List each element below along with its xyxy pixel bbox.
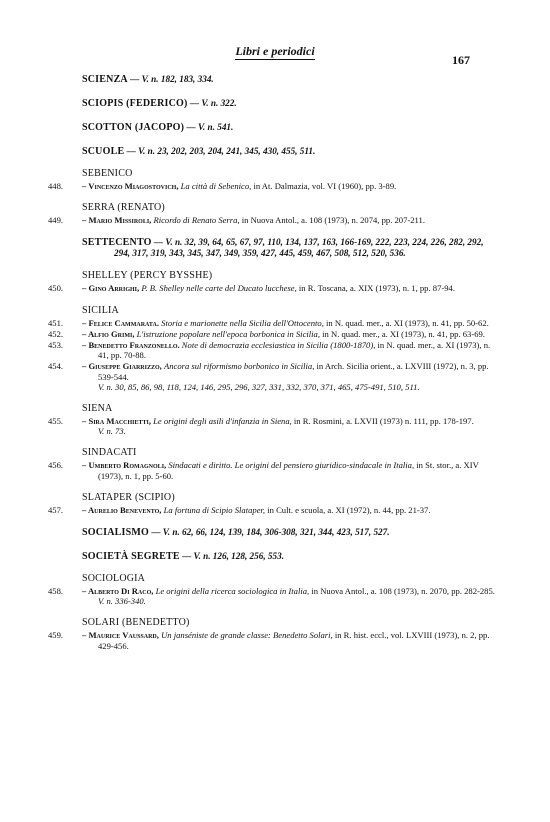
index-section xyxy=(48,447,500,481)
bibliographic-item: 459. – Maurice Vaussard, Un janséniste de grande classe: Benedetto Solari, in R. hist. eccl., vol. LXVIII (1973), n. 2, pp. 429-456. xyxy=(48,630,490,651)
page-number: 167 xyxy=(452,53,470,67)
index-entry: SCIOPIS (FEDERICO) — V. n. 322. xyxy=(82,98,237,109)
bibliographic-item: 453. – Benedetto Franzonello. Note di democrazia ecclesiastica in Sicilia (1800-1870), in N. quad. mer., a. XI (1973), n. 41, pp. 70-88. xyxy=(48,340,491,361)
cross-reference: V. n. 30, 85, 86, 98, 118, 124, 146, 295, 296, 327, 331, 332, 370, 371, 465, 475-491, 510, 511. xyxy=(98,381,420,392)
index-entry: SCOTTON (JACOPO) — V. n. 541. xyxy=(82,122,234,133)
section-heading: SICILIA xyxy=(82,304,119,316)
cross-reference: V. n. 336-340. xyxy=(98,596,146,607)
index-section xyxy=(48,491,500,515)
index-section xyxy=(48,304,500,392)
section-heading: SERRA (RENATO) xyxy=(82,202,165,214)
index-entry: SCUOLE — V. n. 23, 202, 203, 204, 241, 345, 430, 455, 511. xyxy=(82,146,316,157)
bibliographic-item: 458. – Alberto Di Raco, Le origini della ricerca sociologica in Italia, in Nuova Antol., a. 108 (1973), n. 2070, pp. 282-285. V. n. 336-340. xyxy=(48,586,495,607)
section-heading: SLATAPER (SCIPIO) xyxy=(82,491,175,503)
bibliographic-item: 456. – Umberto Romagnoli, Sindacati e diritto. Le origini del pensiero giuridico-sindacale in Italia, in St. stor., a. XIV (1973), n. 1, pp. 5-60. xyxy=(48,460,479,481)
running-title: Libri e periodici xyxy=(235,44,315,58)
index-section xyxy=(48,573,500,607)
section-heading: SINDACATI xyxy=(82,447,137,459)
section-heading: SEBENICO xyxy=(82,168,133,179)
index-content xyxy=(48,74,500,651)
index-entry: SOCIALISMO — V. n. 62, 66, 124, 139, 184, 306-308, 321, 344, 423, 517, 527. xyxy=(82,527,390,539)
section-heading: SHELLEY (PERCY BYSSHE) xyxy=(82,270,213,282)
index-section xyxy=(48,168,500,191)
bibliographic-item: 451. – Felice Cammarata. Storia e marionette nella Sicilia dell'Ottocento, in N. quad. mer., a. XI (1973), n. 41, pp. 50-62. xyxy=(48,317,489,328)
bibliographic-item: 452. – Alfio Grimi, L'istruzione popolare nell'epoca borbonica in Sicilia, in N. quad. mer., a. XI (1973), n. 41, pp. 63-69. xyxy=(48,328,485,339)
bibliographic-item: 455. – Sira Macchietti, Le origini degli asili d'infanzia in Siena, in R. Rosmini, a. LXVII (1973) n. 111, pp. 178-197. V. n. 73. xyxy=(48,416,474,437)
index-section xyxy=(48,202,500,226)
index-section xyxy=(48,270,500,294)
index-section xyxy=(48,617,500,651)
bibliographic-item: 457. – Aurelio Benevento, La fortuna di Scipio Slataper, in Cult. e scuola, a. XI (1972), n. 44, pp. 21-37. xyxy=(48,504,431,515)
bibliographic-item: 450. – Gino Arrighi, P. B. Shelley nelle carte del Ducato lucchese, in R. Toscana, a. XIX (1973), n. 1, pp. 87-94. xyxy=(48,283,455,294)
index-entry: SOCIETÀ SEGRETE — V. n. 126, 128, 256, 553. xyxy=(82,551,284,563)
bibliographic-item: 449. – Mario Missiroli, Ricordo di Renato Serra, in Nuova Antol., a. 108 (1973), n. 2074, pp. 207-211. xyxy=(48,215,425,226)
index-entry: SCIENZA — V. n. 182, 183, 334. xyxy=(82,74,214,85)
section-heading: SOCIOLOGIA xyxy=(82,573,146,585)
bibliographic-item: 454. – Giuseppe Giarrizzo, Ancora sul riformismo borbonico in Sicilia, in Arch. Sicilia orient., a. LXVIII (1972), n. 3, pp. 539-544. V. n. 30, 85, 86, 98, 118, 124, 146, 295, 296, 327, 331, 332, 370, 371, 465, 475-491, 510, 511. xyxy=(48,361,489,392)
section-heading: SOLARI (BENEDETTO) xyxy=(82,617,190,629)
index-section xyxy=(48,403,500,437)
cross-reference: V. n. 73. xyxy=(98,426,126,437)
section-heading: SIENA xyxy=(82,403,113,415)
index-entry: SETTECENTO — V. n. 32, 39, 64, 65, 67, 97, 110, 134, 137, 163, 166-169, 222, 223, 224, 226, 282, 292, 294, 317, 319, 343, 345, 347, 349, 359, 427, 445, 459, 467, 508, 512, 520, 536. xyxy=(82,237,484,259)
bibliographic-item: 448. – Vincenzo Miagostovich, La città di Sebenico, in At. Dalmazia, vol. VI (1960), pp. 3-89. xyxy=(48,181,397,191)
